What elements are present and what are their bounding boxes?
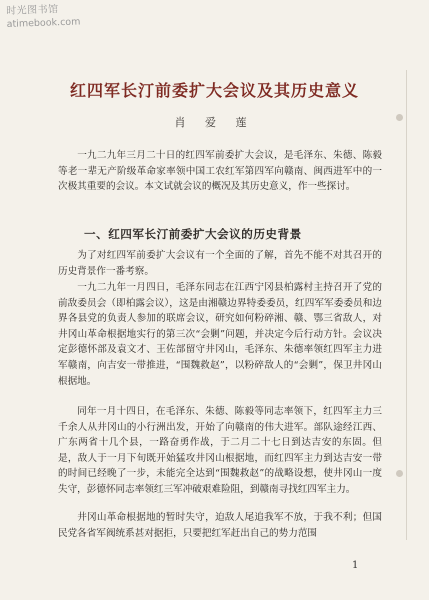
scan-dot <box>396 470 403 477</box>
body-paragraph-2: 一九二九年一月四日，毛泽东同志在江西宁冈县柏露村主持召开了党的前敌委员会（即柏露会议），这是由湘赣边界特委委员，红四军军委委员和边界各县党的负责人参加的联席会议，研究如何粉碎湘、赣、鄂三省敌人，对井冈山革命根据地实行的第三次“会剿”问题，并决定今后行动方针。会议决定彭德怀部及袁文才、王佐部留守井冈山，毛泽东、朱德率领红四军主力进军赣南，向吉安一带推进，“围魏救赵”，以粉碎敌人的“会剿”，保卫井冈山根据地。 <box>58 282 382 387</box>
watermark-url: atimebook.com <box>6 16 81 30</box>
author-name: 肖 爱 莲 <box>174 116 255 129</box>
watermark-site-name: 时光图书馆 <box>6 4 59 17</box>
watermark <box>6 0 157 33</box>
section-heading: 一、红四军长汀前委扩大会议的历史背景 <box>84 227 302 241</box>
body-paragraph-1: 为了对红四军前委扩大会议有一个全面的了解，首先不能不对其召开的历史背景作一番考察。 <box>58 250 382 277</box>
body-paragraph-4: 井冈山革命根据地的暂时失守，迫敌人尾追我军不放，于我不利；但国民党各省军阀统系甚对据拒，只要把红军赶出自己的势力范围 <box>58 512 382 539</box>
body-paragraph-3: 同年一月十四日，在毛泽东、朱德、陈毅等同志率领下，红四军主力三千余人从井冈山的小行洲出发，开始了向赣南的伟大进军。部队途经江西、广东两省十几个县，一路奋勇作战，于二月二十七日到达吉安的东固。但是，敌人于一月下旬既开始猛攻井冈山根据地，而红四军主力到达吉安一带的时间已经晚了一步，未能完全达到“围魏救赵”的战略设想，使井冈山一度失守，彭德怀同志率领红三军冲破艰难险阻，到赣南寻找红四军主力。 <box>58 406 382 495</box>
intro-paragraph: 一九二九年三月二十日的红四军前委扩大会议，是毛泽东、朱德、陈毅等老一辈无产阶级革命家率领中国工农红军第四军向赣南、闽西进军中的一次极其重要的会议。本文试就会议的概况及其历史意义，作一些探讨。 <box>58 150 382 193</box>
article-title: 红四军长汀前委扩大会议及其历史意义 <box>69 81 359 100</box>
binding-shadow <box>406 70 407 540</box>
page-number: 1 <box>352 560 359 571</box>
